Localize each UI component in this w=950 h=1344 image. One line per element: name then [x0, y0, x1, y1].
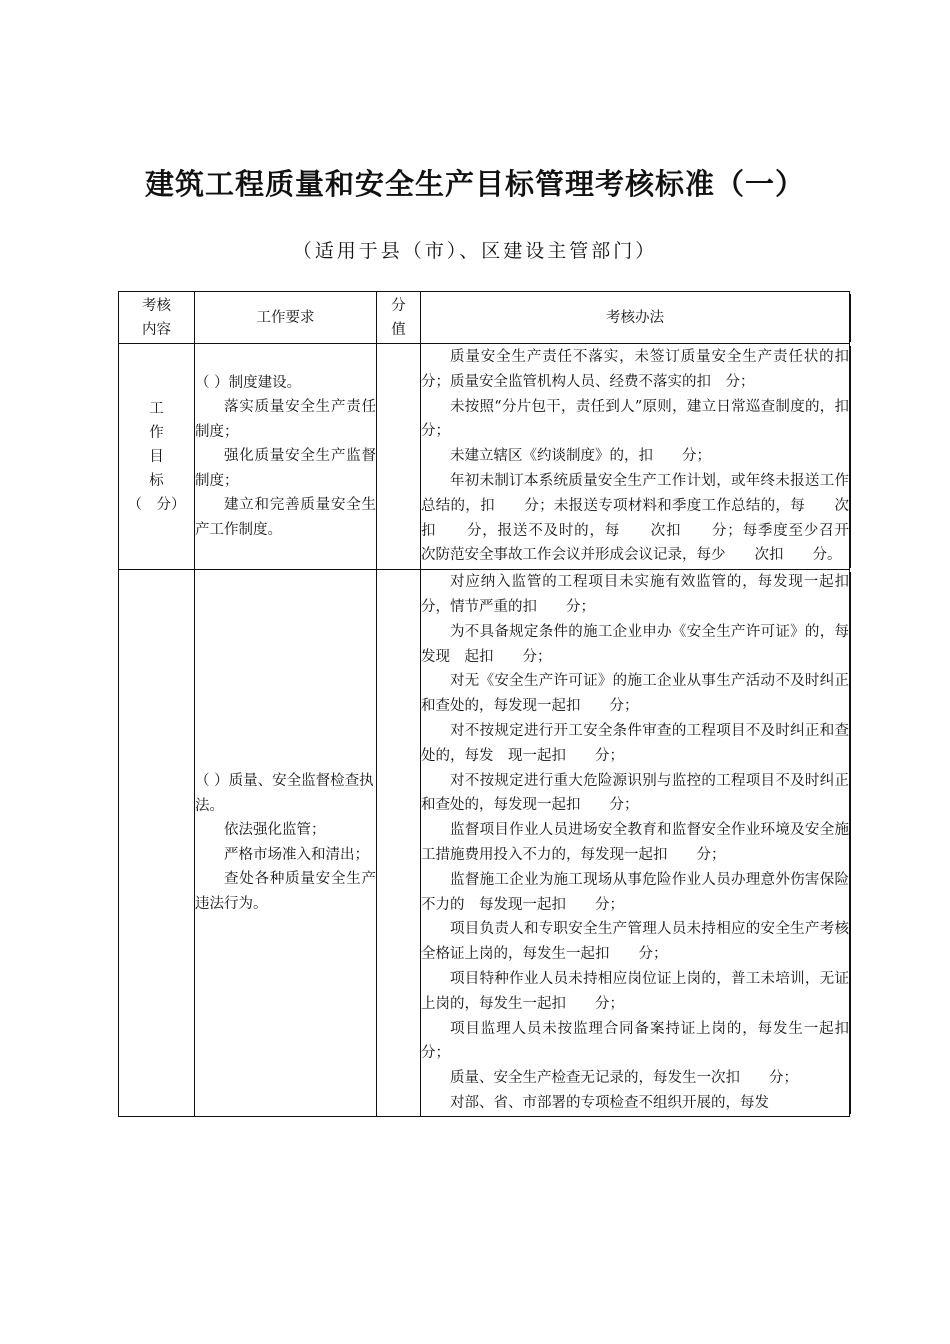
method-item: 未按照“分片包干，责任到人”原则，建立日常巡查制度的，扣 分； [421, 398, 878, 440]
method-item: 对不按规定进行开工安全条件审查的工程项目不及时纠正和查处的，每发 现一起扣 分； [421, 722, 849, 764]
category-char: 工 [149, 400, 164, 417]
header-content-line: 内容 [142, 321, 171, 338]
category-cell [119, 570, 195, 1117]
method-item: 项目负责人和专职安全生产管理人员未持相应的安全生产考核全格证上岗的，每发生一起扣 分； [421, 921, 849, 963]
method-item: 对不按规定进行重大危险源识别与监控的工程项目不及时纠正和查处的，每发现一起扣 分； [421, 772, 849, 814]
method-item: 项目特种作业人员未持相应岗位证上岗的，普工未培训，无证上岗的，每发生一起扣 分； [421, 970, 849, 1012]
method-item: 为不具备规定条件的施工企业申办《安全生产许可证》的，每发现 起扣 分； [421, 623, 849, 665]
requirement-cell [195, 344, 377, 570]
category-score: （ 分） [127, 496, 186, 513]
header-score [377, 292, 421, 344]
table-header-row [119, 292, 850, 344]
category-char: 标 [149, 472, 164, 489]
method-item: 质量安全生产责任不落实，未签订质量安全生产责任状的扣 分；质量安全监管机构人员、经费不落实的扣 分； [421, 349, 878, 390]
requirement-item: 严格市场准入和清出； [224, 846, 369, 863]
category-char: 目 [149, 448, 164, 465]
requirement-item: 强化质量安全生产监督制度； [195, 448, 376, 489]
score-cell [377, 570, 421, 1117]
score-cell [377, 344, 421, 570]
requirement-item: 查处各种质量安全生产违法行为。 [195, 871, 376, 912]
method-item: 对无《安全生产许可证》的施工企业从事生产活动不及时纠正和查处的，每发现一起扣 分； [421, 673, 849, 715]
category-char: 作 [149, 424, 164, 441]
method-item: 对应纳入监管的工程项目未实施有效监管的，每发现一起扣 分，情节严重的扣 分； [421, 574, 864, 615]
method-item: 年初未制订本系统质量安全生产工作计划，或年终未报送工作总结的，扣 分；未报送专项材料和季度工作总结的，每 次扣 分，报送不及时的，每 次扣 分；每季度至少召开 次防范安全事故工作会议并形成会议记录，每少 次扣 分。 [421, 472, 878, 564]
method-item: 质量、安全生产检查无记录的，每发生一次扣 分； [450, 1070, 798, 1087]
requirement-item: 落实质量安全生产责任制度； [195, 399, 376, 440]
table-row [119, 570, 850, 1117]
header-score-line: 值 [391, 321, 406, 338]
method-item: 未建立辖区《约谈制度》的，扣 分； [450, 448, 711, 465]
header-content [119, 292, 195, 344]
requirement-title: （ ）制度建设。 [195, 374, 302, 391]
method-item: 项目监理人员未按监理合同备案持证上岗的，每发生一起扣 分； [421, 1020, 878, 1062]
method-cell [421, 344, 878, 570]
assessment-table [118, 291, 878, 1117]
header-content-line: 考核 [142, 297, 171, 314]
method-cell [421, 570, 878, 1117]
document-subtitle: （适用于县（市）、区建设主管部门） [292, 240, 658, 262]
header-score-line: 分 [391, 297, 406, 314]
header-requirement: 工作要求 [195, 292, 377, 344]
header-method: 考核办法 [421, 292, 850, 344]
requirement-title: （ ）质量、安全监督检查执法。 [195, 773, 374, 814]
method-item: 对部、省、市部署的专项检查不组织开展的，每发 [450, 1094, 769, 1111]
document-title: 建筑工程质量和安全生产目标管理考核标准（一） [144, 167, 805, 201]
requirement-item: 建立和完善质量安全生产工作制度。 [195, 497, 376, 538]
method-item: 监督施工企业为施工现场从事危险作业人员办理意外伤害保险不力的 每发现一起扣 分； [421, 871, 849, 913]
table-row [119, 344, 850, 570]
method-item: 监督项目作业人员进场安全教育和监督安全作业环境及安全施工措施费用投入不力的，每发现一起扣 分； [421, 822, 849, 863]
requirement-item: 依法强化监管； [224, 822, 326, 839]
category-cell [119, 344, 195, 570]
requirement-cell [195, 570, 377, 1117]
